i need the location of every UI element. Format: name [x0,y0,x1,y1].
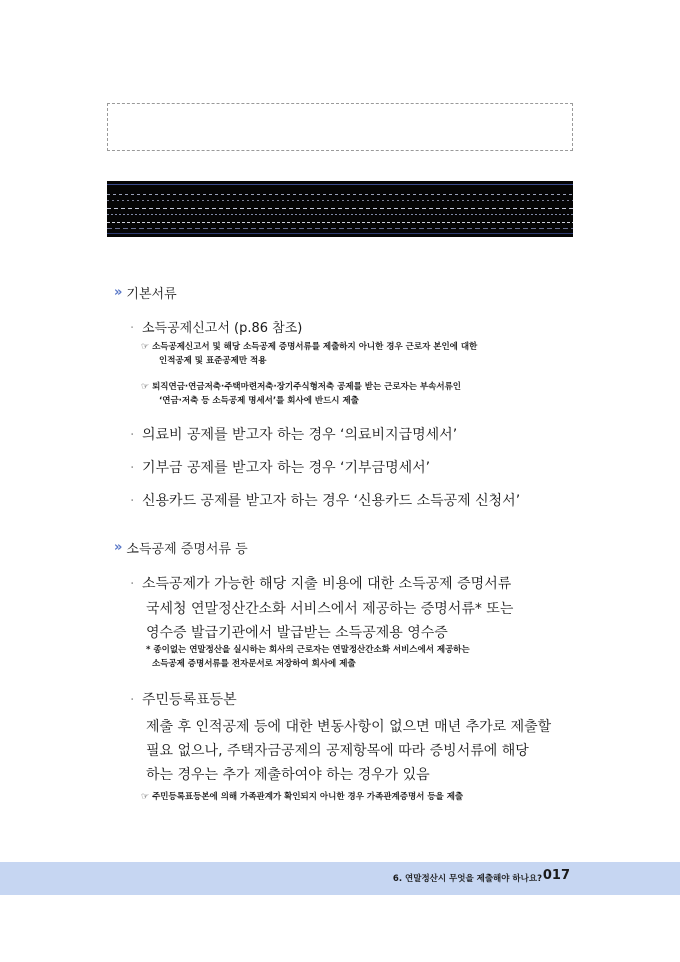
pointing-hand-icon: ☞ [141,382,150,392]
footnote: * 종이없는 연말정산을 실시하는 회사의 근로자는 연말정산간소화 서비스에서 제공하는 소득공제 증명서류를 전자문서로 저장하여 회사에 제출 [146,645,470,669]
page-number: 017 [542,868,570,883]
page-footer [0,862,680,895]
chevron-right-icon: » [114,540,123,555]
chevron-right-icon: » [114,285,123,300]
footer-chapter-title: 6. 연말정산시 무엇을 제출해야 하나요? [392,874,542,884]
list-item-continuation: 영수증 발급기관에서 발급받는 소득공제용 영수증 [146,625,448,641]
list-item: · 소득공제신고서 (p.86 참조) [130,321,303,336]
pointing-hand-icon: ☞ [141,342,150,352]
section-title: 소득공제 증명서류 등 [126,542,248,557]
list-item: · 주민등록표등본 [130,692,237,708]
list-item-continuation: 제출 후 인적공제 등에 대한 변동사항이 없으면 매년 추가로 제출할 [146,719,552,735]
note-item: ☞ 소득공제신고서 및 해당 소득공제 증명서류를 제출하지 아니한 경우 근로자 본인에 대한 인적공제 및 표준공제만 적용 [141,342,478,366]
section-title: 기본서류 [126,287,177,302]
list-item: · 소득공제가 가능한 해당 지출 비용에 대한 소득공제 증명서류 [130,576,512,592]
section-heading-basic [114,283,177,302]
pointing-hand-icon: ☞ [141,792,150,802]
list-item: · 의료비 공제를 받고자 하는 경우 ‘의료비지급명세서’ [130,427,458,443]
list-item: · 기부금 공제를 받고자 하는 경우 ‘기부금명세서’ [130,460,431,476]
note-item: ☞ 퇴직연금·연금저축·주택마련저축·장기주식형저축 공제를 받는 근로자는 부속서류인 ‘연금·저축 등 소득공제 명세서’를 회사에 반드시 제출 [141,382,461,406]
note-item: ☞ 주민등록표등본에 의해 가족관계가 확인되지 아니한 경우 가족관계증명서 등을 제출 [141,792,464,802]
empty-title-box [107,103,573,151]
list-item-continuation: 국세청 연말정산간소화 서비스에서 제공하는 증명서류* 또는 [146,601,514,617]
list-item-continuation: 필요 없으나, 주택자금공제의 공제항목에 따라 증빙서류에 해당 [146,743,529,759]
list-item-continuation: 하는 경우는 추가 제출하여야 하는 경우가 있음 [146,767,430,783]
section-heading-proofs [114,538,248,557]
list-item: · 신용카드 공제를 받고자 하는 경우 ‘신용카드 소득공제 신청서’ [130,493,521,509]
header-band [107,181,573,237]
